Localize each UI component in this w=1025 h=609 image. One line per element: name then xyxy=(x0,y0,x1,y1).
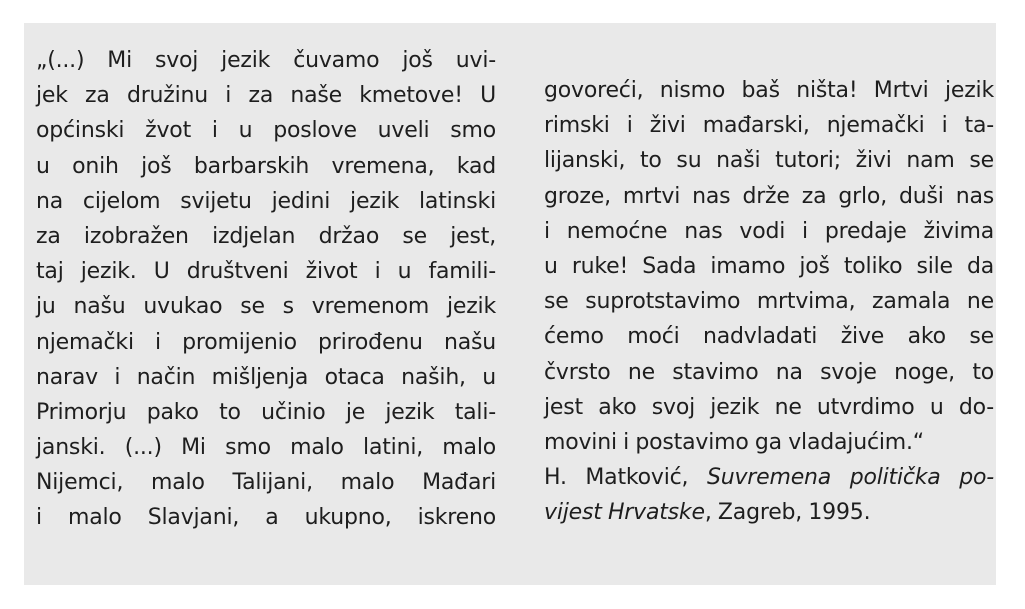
text-line: janski. (...) Mi smo malo latini, malo xyxy=(36,435,496,461)
text-line: govoreći, nismo baš ništa! Mrtvi jezik xyxy=(544,78,994,103)
quote-right-column xyxy=(544,73,994,530)
text-line: u ruke! Sada imamo još toliko sile da xyxy=(544,253,994,279)
text-line: jest ako svoj jezik ne utvrdimo u do- xyxy=(544,394,994,420)
citation-author: H. Matković, xyxy=(544,465,707,491)
citation-publisher: , Zagreb, 1995. xyxy=(704,500,871,526)
quote-box xyxy=(24,23,996,585)
text-line: Primorju pako to učinio je jezik tali- xyxy=(36,399,496,425)
citation-title: Suvremena politička po- xyxy=(706,465,994,491)
text-line: taj jezik. U društveni život i u famili- xyxy=(36,259,496,285)
text-line: narav i način mišljenja otaca naših, u xyxy=(36,364,496,390)
text-line: groze, mrtvi nas drže za grlo, duši nas xyxy=(544,183,994,209)
text-line: „(...) Mi svoj jezik čuvamo još uvi- xyxy=(36,48,496,73)
text-line: Nijemci, malo Talijani, malo Mađari xyxy=(36,470,496,496)
citation-title-continued: vijest Hrvatske xyxy=(544,500,705,526)
text-line: jek za družinu i za naše kmetove! U xyxy=(36,83,496,109)
text-line: ćemo moći nadvladati žive ako se xyxy=(544,324,994,350)
citation xyxy=(544,460,994,495)
text-line: i nemoćne nas vodi i predaje živima xyxy=(544,218,994,244)
text-line: se suprotstavimo mrtvima, zamala ne xyxy=(544,289,994,315)
quote-left-column xyxy=(36,43,496,536)
text-line: rimski i živi mađarski, njemački i ta- xyxy=(544,113,994,139)
text-line: na cijelom svijetu jedini jezik latinski xyxy=(36,188,496,214)
text-line: i malo Slavjani, a ukupno, iskreno xyxy=(36,505,496,531)
citation-continued xyxy=(544,495,994,530)
text-line: lijanski, to su naši tutori; živi nam se xyxy=(544,148,994,174)
text-line: u onih još barbarskih vremena, kad xyxy=(36,153,496,179)
text-line: njemački i promijenio prirođenu našu xyxy=(36,329,496,355)
text-line: za izobražen izdjelan držao se jest, xyxy=(36,223,496,249)
text-line: čvrsto ne stavimo na svoje noge, to xyxy=(544,359,994,385)
text-line: općinski žvot i u poslove uveli smo xyxy=(36,118,496,144)
text-line: ju našu uvukao se s vremenom jezik xyxy=(36,294,496,320)
text-line: movini i postavimo ga vladajućim.“ xyxy=(544,429,924,455)
